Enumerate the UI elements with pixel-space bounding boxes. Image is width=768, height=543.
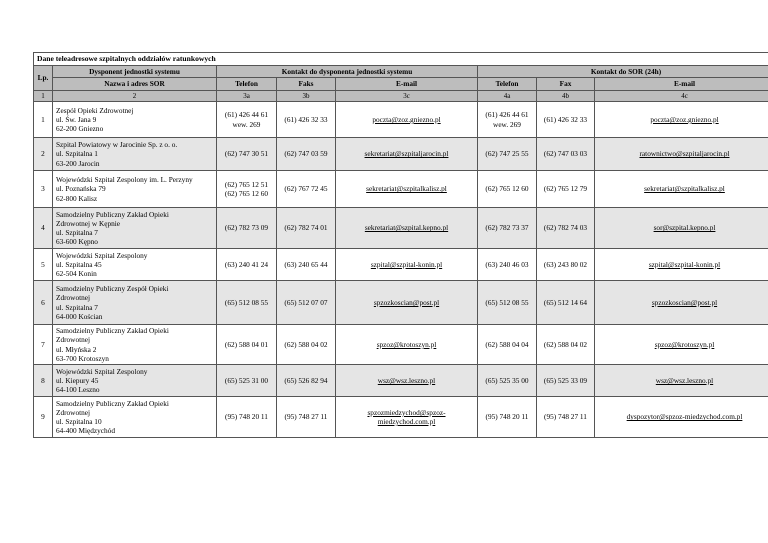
sor-phone: [478, 281, 537, 325]
sor-email: [595, 397, 768, 438]
name-address-line: ul. Kiepury 45: [56, 375, 99, 385]
table-row: [34, 249, 768, 281]
column-number: 4c: [595, 91, 768, 102]
name-address-line: Zdrowotnej: [56, 293, 91, 303]
document-table-wrapper: [33, 52, 768, 438]
email-line: spzozmiedzychod@spzoz-: [367, 407, 446, 417]
dysponent-email-link[interactable]: poczta@zoz.gniezno.pl: [372, 114, 441, 124]
table-body: [34, 102, 768, 438]
phone-line: (65) 525 31 00: [224, 375, 269, 385]
table-row: [34, 397, 768, 438]
header-telefon-sor: Telefon: [478, 78, 537, 91]
sor-fax: (61) 426 32 33: [537, 102, 595, 138]
hospital-name-address: [53, 249, 217, 281]
dysponent-phone: [217, 138, 277, 171]
phone-line: (62) 765 12 60: [224, 189, 269, 198]
name-address-line: Zespół Opieki Zdrowotnej: [56, 105, 134, 115]
name-address-line: ul. Młyńska 2: [56, 344, 97, 354]
dysponent-fax: (62) 588 04 02: [277, 325, 336, 365]
name-address-line: Samodzielny Publiczny Zakład Opieki: [56, 209, 169, 219]
phone-line: wew. 269: [493, 119, 521, 129]
row-number: 6: [34, 281, 53, 325]
sor-phone: [478, 171, 537, 208]
row-number: 2: [34, 138, 53, 171]
sor-email-link[interactable]: poczta@zoz.gniezno.pl: [650, 114, 719, 124]
dysponent-email-link[interactable]: sekretariat@szpitaljarocin.pl: [364, 149, 449, 159]
table-row: [34, 281, 768, 325]
phone-line: (65) 512 08 55: [485, 297, 529, 307]
dysponent-fax: (62) 747 03 59: [277, 138, 336, 171]
sor-phone: [478, 102, 537, 138]
phone-line: (65) 525 35 00: [485, 375, 529, 385]
header-kontakt-dysponenta: Kontakt do dysponenta jednostki systemu: [217, 66, 478, 78]
sor-email-link[interactable]: wsz@wsz.leszno.pl: [655, 375, 714, 385]
dysponent-phone: [217, 102, 277, 138]
dysponent-phone: [217, 171, 277, 208]
name-address-line: Samodzielny Publiczny Zespół Opieki: [56, 284, 169, 294]
hospital-name-address: [53, 325, 217, 365]
name-address-line: 64-000 Kościan: [56, 311, 103, 321]
dysponent-email: [336, 138, 478, 171]
column-number: 2: [53, 91, 217, 102]
hospital-name-address: [53, 397, 217, 438]
name-address-line: 63-700 Krotoszyn: [56, 353, 109, 363]
sor-contact-table: [33, 52, 768, 438]
dysponent-email: [336, 208, 478, 249]
phone-line: wew. 269: [232, 119, 261, 129]
dysponent-email: [336, 249, 478, 281]
phone-line: (62) 782 73 09: [224, 223, 269, 233]
sor-email: [595, 281, 768, 325]
dysponent-email: [336, 365, 478, 397]
name-address-line: ul. Szpitalna 1: [56, 149, 98, 159]
row-number: 8: [34, 365, 53, 397]
sor-email-link[interactable]: sekretariat@szpitalkalisz.pl: [644, 184, 725, 194]
table-title: Dane teleadresowe szpitalnych oddziałów ratunkowych: [34, 53, 768, 66]
dysponent-fax: (62) 782 74 01: [277, 208, 336, 249]
sor-email-link[interactable]: ratownictwo@szpitaljarocin.pl: [639, 149, 730, 159]
row-number: 1: [34, 102, 53, 138]
dysponent-fax: (95) 748 27 11: [277, 397, 336, 438]
header-faks: Faks: [277, 78, 336, 91]
dysponent-fax: (62) 767 72 45: [277, 171, 336, 208]
name-address-line: 63-200 Jarocin: [56, 158, 100, 168]
name-address-line: ul. Św. Jana 9: [56, 114, 97, 124]
sor-fax: (62) 765 12 79: [537, 171, 595, 208]
header-email: E-mail: [336, 78, 478, 91]
sor-email: [595, 102, 768, 138]
dysponent-email: [336, 281, 478, 325]
dysponent-phone: [217, 281, 277, 325]
hospital-name-address: [53, 365, 217, 397]
dysponent-phone: [217, 208, 277, 249]
name-address-line: 62-200 Gniezno: [56, 124, 104, 134]
phone-line: (95) 748 20 11: [485, 412, 529, 422]
sor-email-link[interactable]: sor@szpital.kepno.pl: [653, 223, 716, 233]
name-address-line: ul. Szpitalna 7: [56, 228, 98, 237]
phone-line: (62) 588 04 01: [224, 339, 269, 349]
sor-email-link[interactable]: szpital@szpital-konin.pl: [648, 259, 721, 269]
phone-line: (62) 747 25 55: [485, 149, 529, 159]
name-address-line: Zdrowotnej: [56, 335, 91, 345]
sor-phone: [478, 365, 537, 397]
name-address-line: 62-800 Kalisz: [56, 193, 98, 203]
row-number: 4: [34, 208, 53, 249]
dysponent-email-link[interactable]: [339, 408, 474, 426]
sor-fax: (95) 748 27 11: [537, 397, 595, 438]
hospital-name-address: [53, 281, 217, 325]
name-address-line: Wojewódzki Szpital Zespolony im. L. Perzyny: [56, 175, 193, 185]
sor-phone: [478, 138, 537, 171]
dysponent-email-link[interactable]: szpital@szpital-konin.pl: [370, 259, 443, 269]
dysponent-fax: (61) 426 32 33: [277, 102, 336, 138]
phone-line: (62) 765 12 60: [485, 184, 529, 194]
sor-phone: [478, 208, 537, 249]
sor-fax: (65) 525 33 09: [537, 365, 595, 397]
header-email-sor: E-mail: [595, 78, 768, 91]
sor-fax: (63) 243 80 02: [537, 249, 595, 281]
dysponent-fax: (63) 240 65 44: [277, 249, 336, 281]
phone-line: (65) 512 08 55: [224, 297, 269, 307]
table-row: [34, 325, 768, 365]
sor-email: [595, 138, 768, 171]
name-address-line: ul. Szpitalna 7: [56, 302, 98, 312]
sor-email-link[interactable]: spzoz@krotoszyn.pl: [654, 339, 715, 349]
table-row: [34, 102, 768, 138]
dysponent-phone: [217, 325, 277, 365]
dysponent-email: [336, 171, 478, 208]
sor-fax: (62) 782 74 03: [537, 208, 595, 249]
sor-email: [595, 249, 768, 281]
dysponent-email: [336, 397, 478, 438]
sor-fax: (65) 512 14 64: [537, 281, 595, 325]
dysponent-email-link[interactable]: spzozkoscian@post.pl: [373, 297, 440, 307]
phone-line: (62) 765 12 51: [224, 179, 269, 189]
row-number: 7: [34, 325, 53, 365]
email-line: miedzychod.com.pl: [377, 417, 436, 426]
sor-email: [595, 325, 768, 365]
dysponent-email-link[interactable]: sekretariat@szpitalkalisz.pl: [366, 184, 447, 194]
sor-fax: (62) 747 03 03: [537, 138, 595, 171]
header-lp: Lp.: [34, 66, 53, 91]
name-address-line: ul. Szpitalna 10: [56, 417, 102, 426]
dysponent-phone: [217, 397, 277, 438]
phone-line: (62) 747 30 51: [224, 149, 269, 159]
hospital-name-address: [53, 138, 217, 171]
header-kontakt-sor: Kontakt do SOR (24h): [478, 66, 768, 78]
column-number: 1: [34, 91, 53, 102]
name-address-line: Wojewódzki Szpital Zespolony: [56, 250, 148, 260]
name-address-line: ul. Szpitalna 45: [56, 259, 102, 269]
name-address-line: Szpital Powiatowy w Jarocinie Sp. z o. o.: [56, 140, 178, 150]
name-address-line: Samodzielny Publiczny Zakład Opieki: [56, 326, 169, 336]
header-dysponent: Dysponent jednostki systemu: [53, 66, 217, 78]
name-address-line: 62-504 Konin: [56, 269, 97, 279]
sor-email: [595, 171, 768, 208]
dysponent-email: [336, 102, 478, 138]
dysponent-phone: [217, 249, 277, 281]
column-number: 3c: [336, 91, 478, 102]
sor-email: [595, 208, 768, 249]
dysponent-phone: [217, 365, 277, 397]
column-number: 3b: [277, 91, 336, 102]
dysponent-email-link[interactable]: sekretariat@szpital.kepno.pl: [364, 223, 449, 233]
name-address-line: 63-600 Kępno: [56, 237, 98, 247]
header-nazwa: Nazwa i adres SOR: [53, 78, 217, 91]
sor-phone: [478, 397, 537, 438]
sor-email: [595, 365, 768, 397]
phone-line: (62) 782 73 37: [485, 223, 529, 233]
phone-line: (63) 240 41 24: [224, 259, 269, 269]
dysponent-email-link[interactable]: spzoz@krotoszyn.pl: [376, 339, 437, 349]
dysponent-fax: (65) 512 07 07: [277, 281, 336, 325]
sor-email-link[interactable]: spzozkoscian@post.pl: [651, 297, 718, 307]
row-number: 5: [34, 249, 53, 281]
phone-line: (61) 426 44 61: [485, 110, 529, 120]
table-row: [34, 208, 768, 249]
hospital-name-address: [53, 171, 217, 208]
row-number: 9: [34, 397, 53, 438]
table-row: [34, 171, 768, 208]
column-number: 4a: [478, 91, 537, 102]
sor-phone: [478, 325, 537, 365]
name-address-line: Wojewódzki Szpital Zespolony: [56, 366, 148, 376]
phone-line: (95) 748 20 11: [225, 412, 268, 422]
header-telefon: Telefon: [217, 78, 277, 91]
phone-line: (61) 426 44 61: [224, 110, 269, 120]
dysponent-email-link[interactable]: wsz@wsz.leszno.pl: [377, 375, 436, 385]
name-address-line: Zdrowotnej: [56, 407, 91, 417]
phone-line: (62) 588 04 04: [485, 339, 529, 349]
name-address-line: Samodzielny Publiczny Zakład Opieki: [56, 398, 169, 408]
table-row: [34, 138, 768, 171]
name-address-line: ul. Poznańska 79: [56, 184, 106, 194]
sor-email-link[interactable]: dyspozytor@spzoz-miedzychod.com.pl: [626, 412, 743, 422]
hospital-name-address: [53, 208, 217, 249]
header-fax-sor: Fax: [537, 78, 595, 91]
column-number: 3a: [217, 91, 277, 102]
column-number: 4b: [537, 91, 595, 102]
dysponent-email: [336, 325, 478, 365]
sor-phone: [478, 249, 537, 281]
row-number: 3: [34, 171, 53, 208]
hospital-name-address: [53, 102, 217, 138]
sor-fax: (62) 588 04 02: [537, 325, 595, 365]
table-row: [34, 365, 768, 397]
name-address-line: 64-400 Międzychód: [56, 426, 115, 436]
dysponent-fax: (65) 526 82 94: [277, 365, 336, 397]
name-address-line: Zdrowotnej w Kępnie: [56, 218, 121, 228]
phone-line: (63) 240 46 03: [485, 259, 529, 269]
name-address-line: 64-100 Leszno: [56, 385, 100, 395]
